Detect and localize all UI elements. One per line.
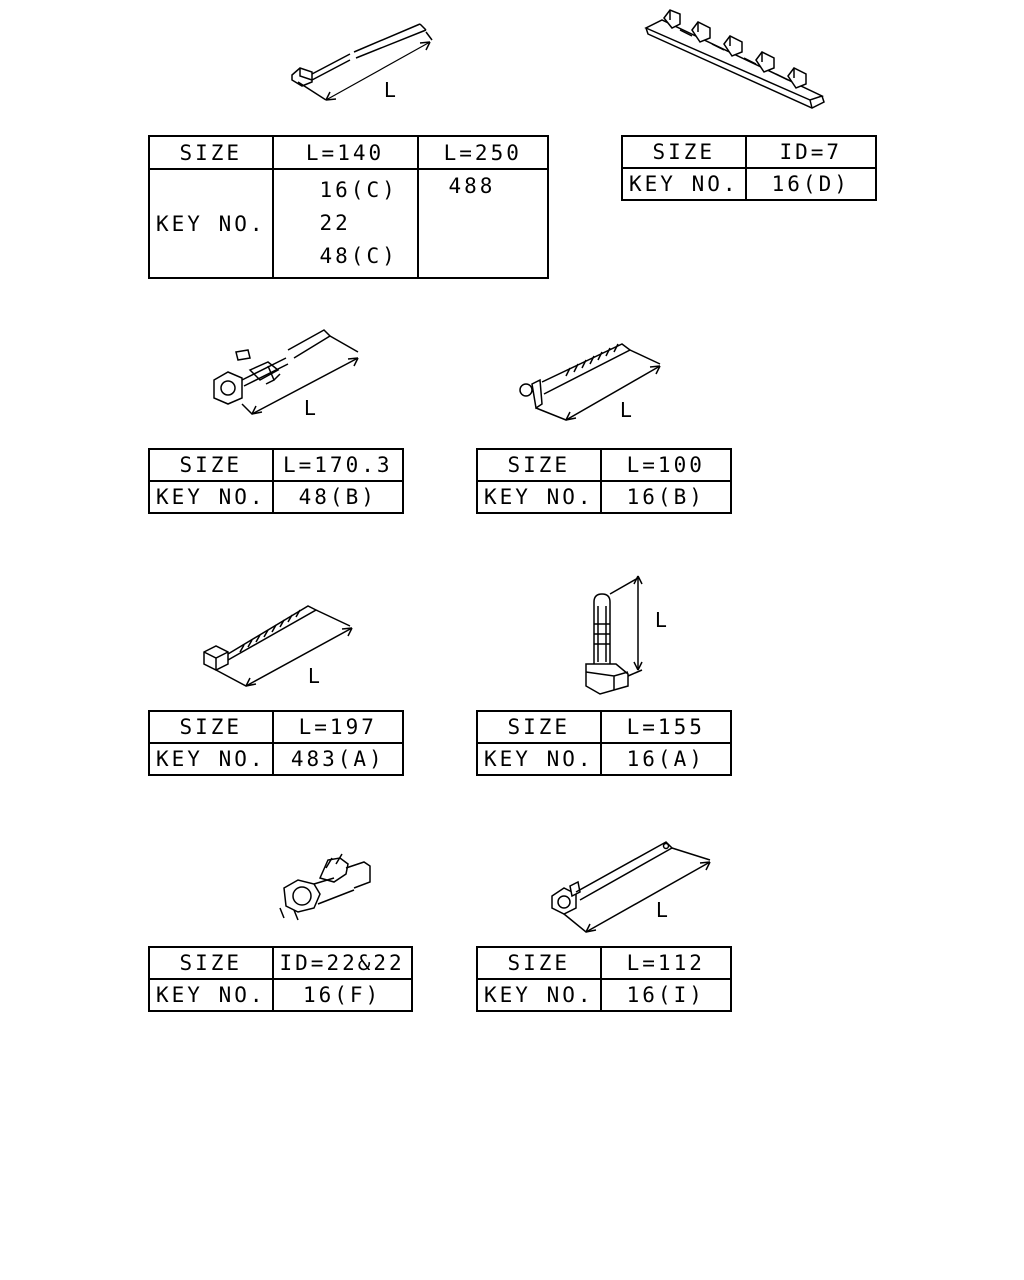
size-value: ID=22&22 [273,947,412,979]
key-value: 16(F) [273,979,412,1011]
cable-tie-illustration-1 [280,20,450,120]
dimension-label-l: L [655,608,667,632]
standard-cable-tie-illustration [198,596,363,694]
double-clamp-illustration [274,848,384,923]
size-label: SIZE [149,947,273,979]
key-no-label: KEY NO. [149,481,273,513]
key-value: 16(B) [601,481,731,513]
size-value: ID=7 [746,136,876,168]
clip-strip-illustration [640,8,830,123]
size-value: L=250 [418,136,548,169]
size-label: SIZE [477,449,601,481]
key-no-label: KEY NO. [477,481,601,513]
key-no-label: KEY NO. [149,169,273,278]
key-value: 16(I) [601,979,731,1011]
key-no-label: KEY NO. [477,979,601,1011]
size-label: SIZE [149,136,273,169]
size-label: SIZE [477,947,601,979]
size-value: L=197 [273,711,403,743]
key-value: 488 [418,169,548,278]
size-value: L=100 [601,449,731,481]
key-value: 483(A) [273,743,403,775]
size-value: L=170.3 [273,449,403,481]
size-value: L=140 [273,136,418,169]
key-value: 48(C) [319,244,398,268]
size-label: SIZE [149,449,273,481]
spec-table-3 [148,448,404,514]
spec-table-2 [621,135,877,201]
key-value: 48(B) [273,481,403,513]
spec-table-8 [476,946,732,1012]
spec-table-5 [148,710,404,776]
dimension-label-l: L [304,396,316,420]
spec-table-4 [476,448,732,514]
push-mount-tie-illustration [512,336,672,426]
vertical-clip-illustration [576,572,676,702]
key-value: 16(A) [601,743,731,775]
dimension-label-l: L [656,898,668,922]
dimension-label-l: L [620,398,632,422]
size-value: L=155 [601,711,731,743]
key-values [273,169,418,278]
hook-cable-tie-illustration [546,836,721,936]
size-label: SIZE [149,711,273,743]
size-value: L=112 [601,947,731,979]
spec-table-7 [148,946,413,1012]
size-label: SIZE [477,711,601,743]
key-no-label: KEY NO. [149,979,273,1011]
spec-table-1 [148,135,549,279]
key-value: 16(C) [319,178,398,202]
size-label: SIZE [622,136,746,168]
key-value: 16(D) [746,168,876,200]
dimension-label-l: L [384,78,396,102]
key-value: 22 [319,211,351,235]
key-no-label: KEY NO. [477,743,601,775]
spec-table-6 [476,710,732,776]
key-no-label: KEY NO. [622,168,746,200]
cable-tie-clip-illustration [208,322,368,427]
key-no-label: KEY NO. [149,743,273,775]
dimension-label-l: L [308,664,320,688]
